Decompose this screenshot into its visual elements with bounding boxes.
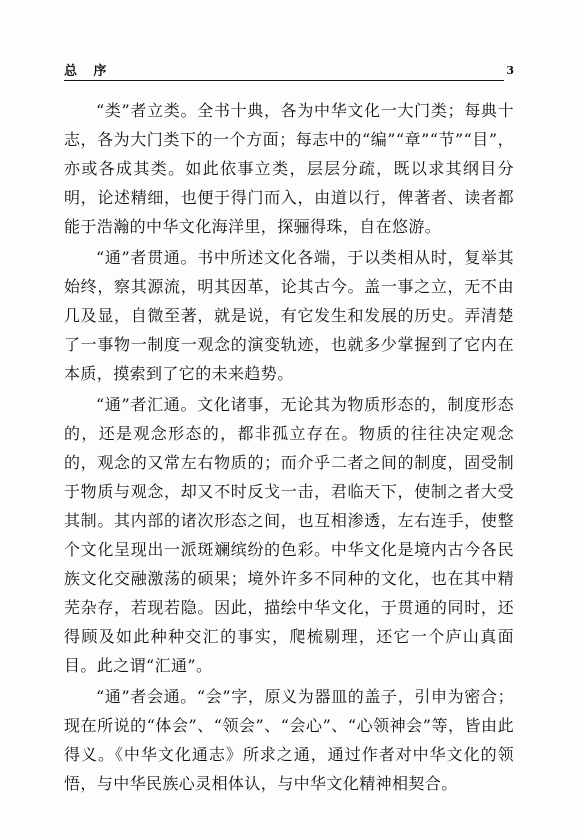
running-head <box>64 60 514 84</box>
paragraph-continuity: “通”者贯通。书中所述文化各端，于以类相从时，复举其始终，察其源流，明其因革，论其古今。盖一事之立，无不由几及显，自微至著，就是说，有它发生和发展的历史。弄清楚了一事物一制度一观念的演变轨迹，也就多少掌握到了它内在本质，摸索到了它的未来趋势。 <box>64 248 514 383</box>
page-number: 3 <box>506 64 514 77</box>
header-rule <box>64 80 504 81</box>
section-title: 总 序 <box>64 64 113 79</box>
paragraph-classification: “类”者立类。全书十典，各为中华文化一大门类；每典十志，各为大门类下的一个方面；每志中的“编”“章”“节”“目”，亦或各成其类。如此依事立类，层层分疏，既以求其纲目分明，论述精细，也便于得门而入，由道以行，俾著者、读者都能于浩瀚的中华文化海洋里，探骊得珠，自在悠游。 <box>64 101 514 236</box>
paragraph-comprehension: “通”者会通。“会”字，原义为器皿的盖子，引申为密合；现在所说的“体会”、“领会”、“会心”、“心领神会”等，皆由此得义。《中华文化通志》所求之通，通过作者对中华文化的领悟，与中华民族心灵相体认，与中华文化精神相契合。 <box>64 687 514 793</box>
paragraph-confluence: “通”者汇通。文化诸事，无论其为物质形态的，制度形态的，还是观念形态的，都非孤立存在。物质的往往决定观念的，观念的又常左右物质的；而介乎二者之间的制度，固受制于物质与观念，却又不时反戈一击，君临天下，使制之者大受其制。其内部的诸次形态之间，也互相渗透，左右连手，使整个文化呈现出一派斑斓缤纷的色彩。中华文化是境内古今各民族文化交融激荡的硕果；境外许多不同种的文化，也在其中精芜杂存，若现若隐。因此，描绘中华文化，于贯通的同时，还得顾及如此种种交汇的事实，爬梳剔理，还它一个庐山真面目。此之谓“汇通”。 <box>64 395 514 675</box>
body-text <box>64 96 514 800</box>
